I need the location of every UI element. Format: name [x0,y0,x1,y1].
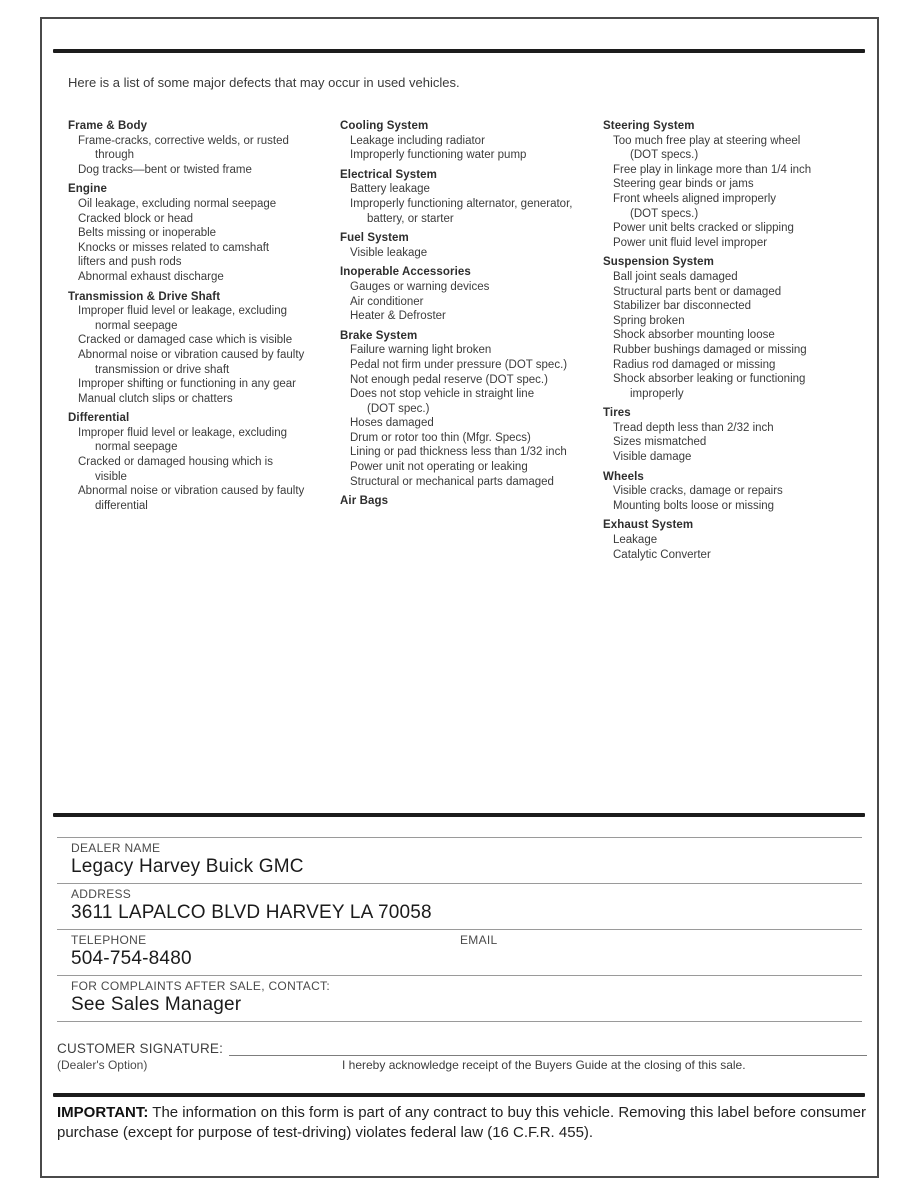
defect-item: Belts missing or inoperable [78,227,217,240]
defect-item: Lining or pad thickness less than 1/32 inch [350,446,567,459]
defect-category-title: Wheels [603,470,644,483]
defect-item: Spring broken [613,314,685,327]
defect-category-section [68,182,336,284]
field-value: Legacy Harvey Buick GMC [71,856,304,877]
defect-item: Sizes mismatched [613,436,707,449]
defect-item: Abnormal noise or vibration caused by faulty [78,485,305,498]
defect-item: Cracked or damaged case which is visible [78,334,293,347]
defects-column [340,119,608,514]
defect-item: transmission or drive shaft [95,363,230,376]
defect-item: Catalytic Converter [613,548,711,561]
defect-item: Cracked block or head [78,212,194,225]
defects-column [603,119,871,567]
defect-item: Power unit belts cracked or slipping [613,222,794,235]
important-notice [57,1103,869,1143]
defect-item: Cracked or damaged housing which is [78,456,273,469]
defects-column [68,119,336,518]
defect-item: lifters and push rods [78,256,182,269]
acknowledgement-text: I hereby acknowledge receipt of the Buyers Guide at the closing of this sale. [342,1058,746,1072]
defect-item: normal seepage [95,441,178,454]
defect-category-section [603,255,871,401]
defect-category-section [68,119,336,177]
defect-category-section [340,168,608,226]
defect-item: Rubber bushings damaged or missing [613,343,807,356]
defect-item: Hoses damaged [350,417,434,430]
defect-item: Structural or mechanical parts damaged [350,475,554,488]
defect-category-title: Air Bags [340,495,389,508]
defect-category-section [340,329,608,490]
defect-category-section [340,494,608,509]
defect-item: Heater & Defroster [350,310,446,323]
dealer-section-divider [53,813,865,817]
defect-category-title: Exhaust System [603,519,694,532]
defect-category-title: Tires [603,407,631,420]
form-field-row [57,883,862,929]
defect-item: Improperly functioning water pump [350,149,527,162]
defect-item: Leakage [613,534,658,547]
defect-item: Leakage including radiator [350,134,485,147]
defect-item: normal seepage [95,319,178,332]
defect-category-section [68,290,336,407]
field-value: 504-754-8480 [71,948,192,969]
defect-item: Free play in linkage more than 1/4 inch [613,163,812,176]
defect-category-section [340,231,608,260]
defect-item: Mounting bolts loose or missing [613,499,775,512]
defect-item: Improper shifting or functioning in any gear [78,378,296,391]
defect-item: Tread depth less than 2/32 inch [613,421,774,434]
label-border [40,17,879,1178]
defect-item: Frame-cracks, corrective welds, or rusted [78,134,289,147]
defect-item: Visible damage [613,451,692,464]
top-divider [53,49,865,53]
defect-item: Power unit not operating or leaking [350,461,528,474]
defect-item: improperly [630,387,684,400]
defect-item: Abnormal exhaust discharge [78,270,224,283]
defect-item: (DOT specs.) [630,207,699,220]
defect-item: battery, or starter [367,212,454,225]
defect-item: (DOT spec.) [367,402,430,415]
intro-text: Here is a list of some major defects that may occur in used vehicles. [68,75,460,90]
defect-category-title: Suspension System [603,256,714,269]
defect-item: Oil leakage, excluding normal seepage [78,197,277,210]
defect-item: Power unit fluid level improper [613,236,768,249]
defect-item: Air conditioner [350,295,424,308]
field-value: See Sales Manager [71,994,242,1015]
defect-category-title: Cooling System [340,120,429,132]
defect-category-section [340,119,608,163]
defect-item: Improperly functioning alternator, generator, [350,197,573,210]
defect-item: Gauges or warning devices [350,280,490,293]
defect-item: Abnormal noise or vibration caused by faulty [78,348,305,361]
field-label: DEALER NAME [71,841,161,855]
defect-category-title: Steering System [603,120,695,132]
defect-item: differential [95,499,148,512]
defect-item: Ball joint seals damaged [613,270,738,283]
defect-item: Manual clutch slips or chatters [78,392,233,405]
defect-item: Improper fluid level or leakage, excluding [78,305,288,318]
field-label: TELEPHONE [71,933,147,947]
defect-category-section [340,265,608,323]
defect-item: Pedal not firm under pressure (DOT spec.) [350,358,568,371]
defect-category-section [603,470,871,514]
dealer-info-section [57,837,862,1022]
defect-item: Knocks or misses related to camshaft [78,241,270,254]
defect-category-section [603,119,871,250]
dealers-option-label: (Dealer's Option) [57,1058,148,1072]
defect-item: Shock absorber leaking or functioning [613,373,806,386]
defect-category-title: Electrical System [340,168,437,181]
defect-item: Shock absorber mounting loose [613,329,775,342]
defect-category-title: Inoperable Accessories [340,266,471,279]
defect-item: Does not stop vehicle in straight line [350,388,535,401]
form-field-row [57,837,862,883]
field-label: ADDRESS [71,887,132,901]
defect-item: (DOT specs.) [630,149,699,162]
defect-item: visible [95,470,127,483]
defect-category-section [603,518,871,562]
defect-item: Radius rod damaged or missing [613,358,776,371]
important-text: The information on this form is part of any contract to buy this vehicle. Removing this label before consumer purchase (except for purpose of test-driving) violates federal law (16 C.F.R. 455). [57,1104,866,1141]
form-field-row [57,975,862,1022]
defect-item: Steering gear binds or jams [613,178,754,191]
defect-item: Battery leakage [350,183,430,196]
customer-signature-section [57,1041,867,1074]
defect-item: Front wheels aligned improperly [613,192,776,205]
defect-category-title: Differential [68,412,130,425]
defect-item: Stabilizer bar disconnected [613,300,752,313]
defect-item: Improper fluid level or leakage, excluding [78,426,288,439]
form-field-row [57,929,862,975]
defect-category-title: Transmission & Drive Shaft [68,290,221,303]
defect-category-title: Engine [68,183,107,196]
defect-item: Structural parts bent or damaged [613,285,782,298]
customer-signature-label: CUSTOMER SIGNATURE: [57,1041,224,1056]
field-value: 3611 LAPALCO BLVD HARVEY LA 70058 [71,902,432,923]
defect-category-title: Brake System [340,329,418,342]
defect-item: Drum or rotor too thin (Mfgr. Specs) [350,431,531,444]
defect-item: Failure warning light broken [350,344,492,357]
defect-item: Not enough pedal reserve (DOT spec.) [350,373,548,386]
defect-item: through [95,149,135,162]
defect-category-title: Frame & Body [68,120,148,132]
defect-category-title: Fuel System [340,232,409,245]
defect-item: Visible cracks, damage or repairs [613,485,783,498]
defect-item: Dog tracks—bent or twisted frame [78,163,252,176]
defect-item: Too much free play at steering wheel [613,134,801,147]
field-label: FOR COMPLAINTS AFTER SALE, CONTACT: [71,979,330,993]
important-label: IMPORTANT: [57,1104,149,1121]
field-label-secondary: EMAIL [460,933,498,947]
defect-item: Visible leakage [350,246,428,259]
defect-category-section [68,411,336,513]
signature-line [229,1041,867,1056]
important-divider [53,1093,865,1097]
defect-category-section [603,406,871,464]
